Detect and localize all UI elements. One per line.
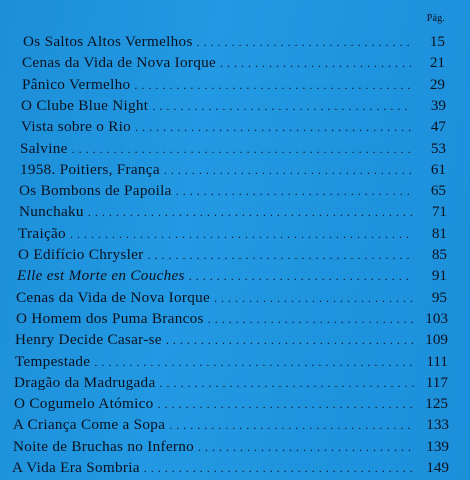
dot-leader: [220, 53, 411, 74]
toc-entry-page-number: 149: [426, 459, 449, 476]
dot-leader: [72, 139, 412, 160]
dot-leader: [144, 458, 415, 479]
toc-entry-page-number: 109: [425, 331, 448, 348]
dot-leader: [197, 32, 411, 53]
toc-entry: [20, 138, 446, 159]
toc-entry: [15, 329, 448, 350]
toc-entry-page-number: 91: [431, 267, 447, 284]
toc-entry: [17, 265, 447, 286]
toc-entry-title: O Homem dos Puma Brancos: [16, 310, 204, 327]
toc-entry-page-number: 29: [429, 76, 445, 93]
toc-entry-page-number: 81: [431, 225, 447, 242]
toc-entry: [18, 244, 447, 265]
toc-entry-title: O Cogumelo Atómico: [14, 395, 154, 412]
toc-entry-page-number: 111: [426, 353, 448, 370]
dot-leader: [166, 330, 414, 351]
toc-entry-page-number: 71: [431, 203, 447, 220]
toc-entry-page-number: 125: [425, 395, 448, 412]
toc-entry-page-number: 95: [431, 289, 447, 306]
toc-entry-page-number: 47: [430, 118, 446, 135]
toc-entry-title: Os Bombons de Papoila: [19, 182, 172, 199]
dot-leader: [88, 202, 413, 223]
toc-entry-page-number: 61: [430, 161, 446, 178]
toc-entry: [14, 372, 448, 393]
toc-entry-title: Noite de Bruchas no Inferno: [13, 438, 195, 455]
toc-entry-page-number: 21: [429, 54, 445, 71]
toc-entry-title: Tempestade: [15, 353, 91, 370]
toc-entry: [16, 287, 447, 308]
toc-entry: [18, 223, 447, 244]
toc-entry-title: Salvine: [20, 140, 68, 157]
dot-leader: [176, 181, 412, 202]
dot-leader: [198, 437, 415, 458]
toc-entry: [20, 159, 446, 180]
toc-entry-title: O Clube Blue Night: [21, 97, 149, 114]
toc-entry-title: Nunchaku: [19, 203, 84, 220]
toc-entry-title: Traição: [18, 225, 66, 242]
dot-leader: [214, 288, 413, 309]
dot-leader: [134, 75, 411, 96]
toc-entry: [12, 457, 449, 478]
dot-leader: [152, 96, 412, 117]
toc-entry-title: 1958. Poitiers, França: [20, 161, 160, 178]
toc-entry: [19, 180, 446, 201]
toc-entry-title: Vista sobre o Rio: [21, 118, 132, 135]
toc-entry-page-number: 117: [425, 374, 448, 391]
toc-entry: [21, 95, 446, 116]
dot-leader: [94, 352, 414, 373]
toc-entry-page-number: 133: [426, 416, 449, 433]
dot-leader: [208, 309, 414, 330]
toc-entry-page-number: 103: [425, 310, 448, 327]
dot-leader: [189, 266, 413, 287]
toc-entry-title: Pânico Vermelho: [22, 76, 131, 93]
dot-leader: [164, 160, 412, 181]
dot-leader: [159, 373, 414, 394]
toc-entry-page-number: 139: [426, 438, 449, 455]
toc-entry: [13, 414, 449, 435]
toc-entry-title: Dragão da Madrugada: [14, 374, 156, 391]
toc-entry: [15, 351, 448, 372]
dot-leader: [135, 117, 412, 138]
toc-entry-page-number: 85: [431, 246, 447, 263]
toc-entry-page-number: 65: [430, 182, 446, 199]
toc-entry: [16, 308, 448, 329]
dot-leader: [158, 394, 414, 415]
toc-entry-title: A Vida Era Sombria: [12, 459, 140, 476]
toc-entry: [13, 436, 449, 457]
dot-leader: [169, 415, 415, 436]
toc-entry: [23, 31, 445, 52]
dot-leader: [70, 224, 413, 245]
toc-entry: [22, 74, 445, 95]
toc-entry-page-number: 15: [429, 33, 445, 50]
toc-entry-title: Cenas da Vida de Nova Iorque: [22, 54, 217, 71]
toc-entry-title: O Edifício Chrysler: [18, 246, 144, 263]
toc-entry-page-number: 39: [430, 97, 446, 114]
toc-entry-page-number: 53: [430, 140, 446, 157]
page-column-label: Pág.: [426, 13, 445, 24]
toc-entry: [14, 393, 448, 414]
toc-entry-title: Os Saltos Altos Vermelhos: [23, 33, 193, 50]
toc-entry-title: A Criança Come a Sopa: [13, 416, 166, 433]
toc-entry-title: Henry Decide Casar-se: [15, 331, 162, 348]
toc-entry: [21, 116, 446, 137]
toc-entry: [19, 201, 447, 222]
dot-leader: [148, 245, 414, 266]
toc-entry-title: Cenas da Vida de Nova Iorque: [16, 289, 211, 306]
toc-entry: [22, 52, 445, 73]
toc-entry-title: Elle est Morte en Couches: [17, 267, 185, 284]
